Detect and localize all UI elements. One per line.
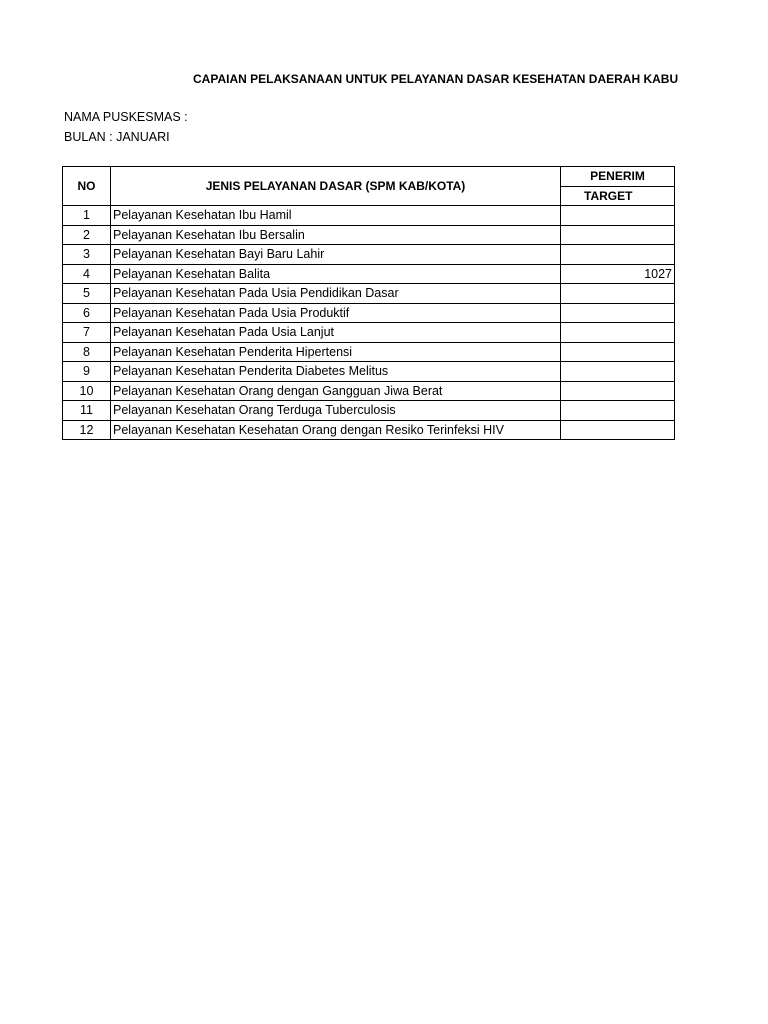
table-row <box>63 381 675 401</box>
header-no: NO <box>63 167 111 206</box>
row-service-name: Pelayanan Kesehatan Bayi Baru Lahir <box>111 245 561 265</box>
table-body <box>63 206 675 440</box>
table-row <box>63 420 675 440</box>
document-title: CAPAIAN PELAKSANAAN UNTUK PELAYANAN DASAR KESEHATAN DAERAH KABU <box>193 72 679 86</box>
table-row <box>63 284 675 304</box>
header-penerima: PENERIM <box>561 167 675 187</box>
row-number: 2 <box>63 225 111 245</box>
row-service-name: Pelayanan Kesehatan Pada Usia Produktif <box>111 303 561 323</box>
table-row <box>63 401 675 421</box>
row-service-name: Pelayanan Kesehatan Ibu Bersalin <box>111 225 561 245</box>
header-target: TARGET <box>561 186 675 206</box>
row-number: 3 <box>63 245 111 265</box>
row-number: 8 <box>63 342 111 362</box>
table-row <box>63 303 675 323</box>
row-number: 6 <box>63 303 111 323</box>
row-number: 4 <box>63 264 111 284</box>
row-service-name: Pelayanan Kesehatan Pada Usia Lanjut <box>111 323 561 343</box>
row-number: 5 <box>63 284 111 304</box>
row-service-name: Pelayanan Kesehatan Balita <box>111 264 561 284</box>
row-target-value <box>561 303 675 323</box>
row-target-value <box>561 342 675 362</box>
row-service-name: Pelayanan Kesehatan Kesehatan Orang dengan Resiko Terinfeksi HIV <box>111 420 561 440</box>
row-target-value <box>561 245 675 265</box>
row-service-name: Pelayanan Kesehatan Orang dengan Gangguan Jiwa Berat <box>111 381 561 401</box>
table-row <box>63 206 675 226</box>
nama-puskesmas-label: NAMA PUSKESMAS : <box>64 110 188 124</box>
row-number: 7 <box>63 323 111 343</box>
row-number: 1 <box>63 206 111 226</box>
table-row <box>63 245 675 265</box>
row-target-value <box>561 420 675 440</box>
row-number: 12 <box>63 420 111 440</box>
row-number: 10 <box>63 381 111 401</box>
row-target-value <box>561 284 675 304</box>
row-target-value <box>561 206 675 226</box>
row-target-value <box>561 323 675 343</box>
row-target-value <box>561 362 675 382</box>
table-row <box>63 362 675 382</box>
table-row <box>63 225 675 245</box>
spm-table <box>62 166 675 440</box>
row-number: 11 <box>63 401 111 421</box>
table-row <box>63 342 675 362</box>
bulan-label: BULAN : JANUARI <box>64 130 170 144</box>
row-service-name: Pelayanan Kesehatan Ibu Hamil <box>111 206 561 226</box>
row-service-name: Pelayanan Kesehatan Orang Terduga Tuberculosis <box>111 401 561 421</box>
row-target-value <box>561 401 675 421</box>
table-row <box>63 323 675 343</box>
row-target-value <box>561 381 675 401</box>
table-row <box>63 264 675 284</box>
row-service-name: Pelayanan Kesehatan Pada Usia Pendidikan Dasar <box>111 284 561 304</box>
row-number: 9 <box>63 362 111 382</box>
header-jenis-pelayanan: JENIS PELAYANAN DASAR (SPM KAB/KOTA) <box>111 167 561 206</box>
row-service-name: Pelayanan Kesehatan Penderita Hipertensi <box>111 342 561 362</box>
row-service-name: Pelayanan Kesehatan Penderita Diabetes Melitus <box>111 362 561 382</box>
row-target-value: 1027 <box>561 264 675 284</box>
row-target-value <box>561 225 675 245</box>
